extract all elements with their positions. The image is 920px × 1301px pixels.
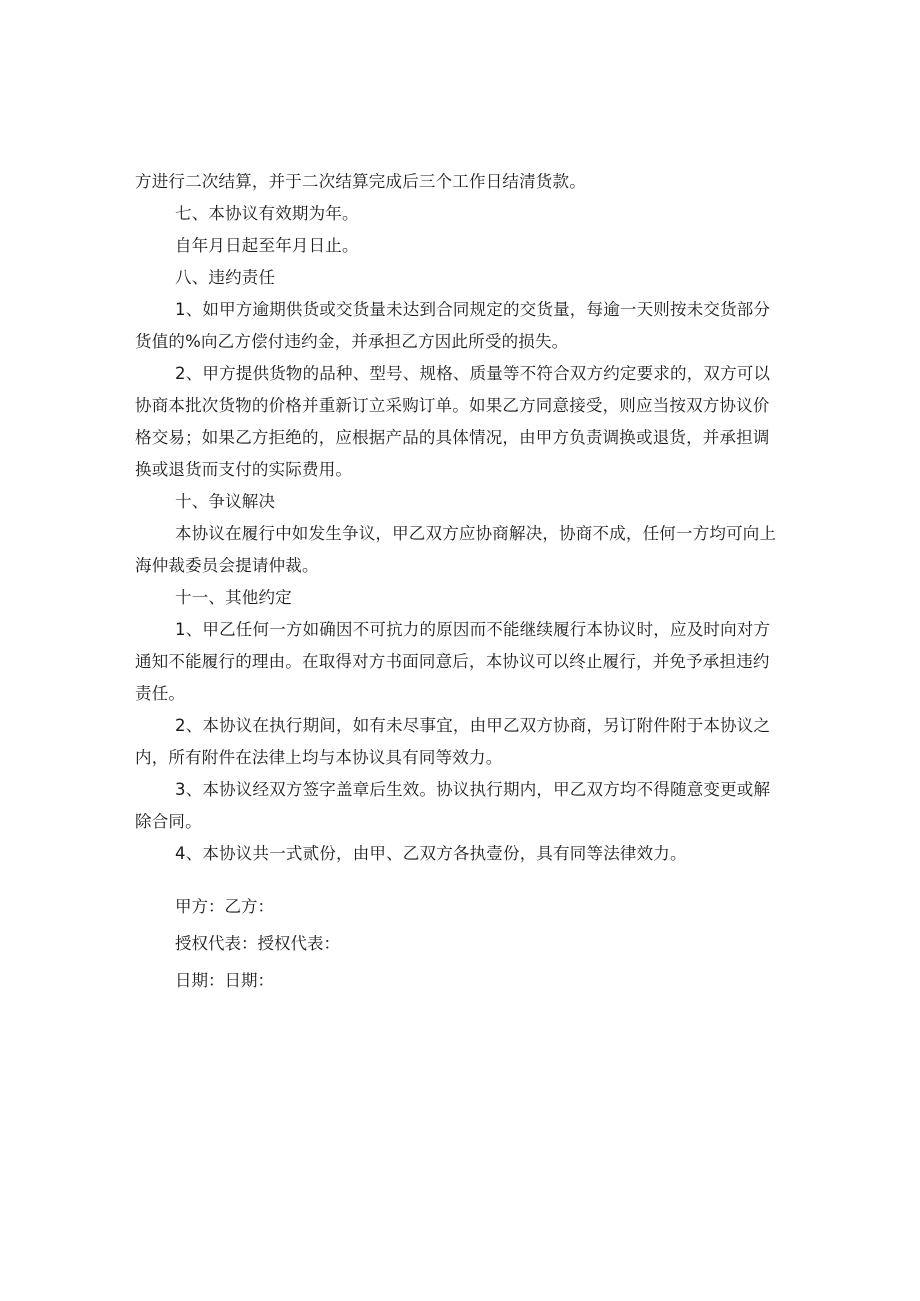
text-line: 1、甲乙任何一方如确因不可抗力的原因而不能继续履行本协议时，应及时向对方 xyxy=(175,620,771,639)
clause-heading-validity: 七、本协议有效期为年。 xyxy=(175,204,359,223)
text-line: 换或退货而支付的实际费用。 xyxy=(135,460,353,479)
signature-block xyxy=(135,888,790,999)
text-line: 2、甲方提供货物的品种、型号、规格、质量等不符合双方约定要求的，双方可以 xyxy=(175,364,771,383)
signature-parties: 甲方：乙方： xyxy=(175,897,274,916)
text-line: 方进行二次结算，并于二次结算完成后三个工作日结清货款。 xyxy=(135,172,586,191)
text-line: 本协议在履行中如发生争议，甲乙双方应协商解决，协商不成，任何一方均可向上 xyxy=(175,524,777,543)
text-line: 协商本批次货物的价格并重新订立采购订单。如果乙方同意接受，则应当按双方协议价 xyxy=(135,396,770,415)
clause-heading-liability: 八、违约责任 xyxy=(175,268,276,287)
signature-dates: 日期：日期： xyxy=(175,971,274,990)
contract-body xyxy=(135,166,790,999)
text-line: 通知不能履行的理由。在取得对方书面同意后，本协议可以终止履行，并免予承担违约 xyxy=(135,652,770,671)
signature-representatives: 授权代表：授权代表： xyxy=(175,934,340,953)
text-line: 4、本协议共一式贰份，由甲、乙双方各执壹份，具有同等法律效力。 xyxy=(175,844,687,863)
text-line: 自年月日起至年月日止。 xyxy=(175,236,359,255)
clause-heading-dispute: 十、争议解决 xyxy=(175,492,276,511)
text-line: 1、如甲方逾期供货或交货量未达到合同规定的交货量，每逾一天则按未交货部分 xyxy=(175,300,771,319)
text-line: 货值的%向乙方偿付违约金，并承担乙方因此所受的损失。 xyxy=(135,332,569,351)
text-line: 除合同。 xyxy=(135,812,202,831)
clause-heading-other: 十一、其他约定 xyxy=(175,588,292,607)
text-line: 格交易；如果乙方拒绝的，应根据产品的具体情况，由甲方负责调换或退货，并承担调 xyxy=(135,428,770,447)
text-line: 内，所有附件在法律上均与本协议具有同等效力。 xyxy=(135,748,503,767)
text-line: 责任。 xyxy=(135,684,186,703)
text-line: 海仲裁委员会提请仲裁。 xyxy=(135,556,319,575)
text-line: 2、本协议在执行期间，如有未尽事宜，由甲乙双方协商，另订附件附于本协议之 xyxy=(175,716,771,735)
text-line: 3、本协议经双方签字盖章后生效。协议执行期内，甲乙双方均不得随意变更或解 xyxy=(175,780,771,799)
